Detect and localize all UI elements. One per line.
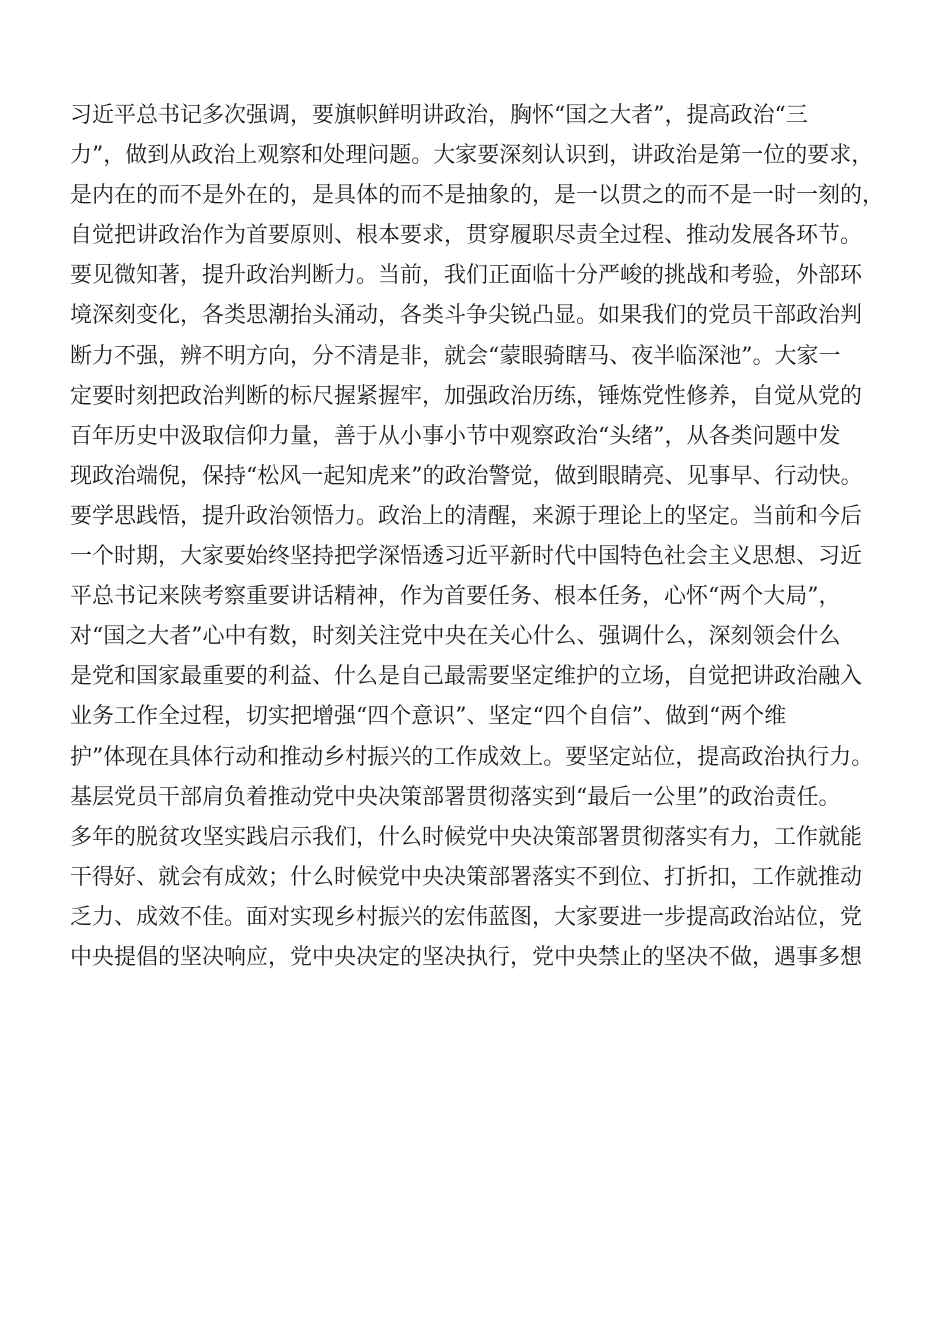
text-line: 现政治端倪，保持“松风一起知虎来”的政治警觉，做到眼睛亮、见事早、行动快。 [70,463,863,489]
text-line: 业务工作全过程，切实把增强“四个意识”、坚定“四个自信”、做到“两个维 [70,704,787,730]
text-line: 护”体现在具体行动和推动乡村振兴的工作成效上。要坚定站位，提高政治执行力。 [70,744,874,770]
text-line: 是党和国家最重要的利益、什么是自己最需要坚定维护的立场，自觉把讲政治融入 [70,664,863,690]
text-line: 基层党员干部肩负着推动党中央决策部署贯彻落实到“最后一公里”的政治责任。 [70,784,841,810]
text-line: 要见微知著，提升政治判断力。当前，我们正面临十分严峻的挑战和考验，外部环 [70,263,863,289]
text-line: 干得好、就会有成效；什么时候党中央决策部署落实不到位、打折扣，工作就推动 [70,864,863,890]
text-line: 是内在的而不是外在的，是具体的而不是抽象的，是一以贯之的而不是一时一刻的， [70,183,885,209]
text-line: 平总书记来陕考察重要讲话精神，作为首要任务、根本任务，心怀“两个大局”， [70,584,841,610]
text-line: 要学思践悟，提升政治领悟力。政治上的清醒，来源于理论上的坚定。当前和今后 [70,503,863,529]
text-line: 百年历史中汲取信仰力量，善于从小事小节中观察政治“头绪”，从各类问题中发 [70,423,841,449]
text-line: 中央提倡的坚决响应，党中央决定的坚决执行，党中央禁止的坚决不做，遇事多想 [70,944,863,970]
body-text [70,96,890,978]
text-line: 自觉把讲政治作为首要原则、根本要求，贯穿履职尽责全过程、推动发展各环节。 [70,223,863,249]
text-line: 定要时刻把政治判断的标尺握紧握牢，加强政治历练，锤炼党性修养，自觉从党的 [70,383,863,409]
text-line: 断力不强，辨不明方向，分不清是非，就会“蒙眼骑瞎马、夜半临深池”。大家一 [70,343,841,369]
text-line: 对“国之大者”心中有数，时刻关注党中央在关心什么、强调什么，深刻领会什么 [70,624,841,650]
text-line: 境深刻变化，各类思潮抬头涌动，各类斗争尖锐凸显。如果我们的党员干部政治判 [70,303,863,329]
text-line: 力”，做到从政治上观察和处理问题。大家要深刻认识到，讲政治是第一位的要求， [70,143,874,169]
text-line: 习近平总书记多次强调，要旗帜鲜明讲政治，胸怀“国之大者”，提高政治“三 [70,103,808,128]
text-line: 一个时期，大家要始终坚持把学深悟透习近平新时代中国特色社会主义思想、习近 [70,544,863,570]
text-line: 多年的脱贫攻坚实践启示我们，什么时候党中央决策部署贯彻落实有力，工作就能 [70,824,863,850]
text-line: 乏力、成效不佳。面对实现乡村振兴的宏伟蓝图，大家要进一步提高政治站位，党 [70,904,863,930]
